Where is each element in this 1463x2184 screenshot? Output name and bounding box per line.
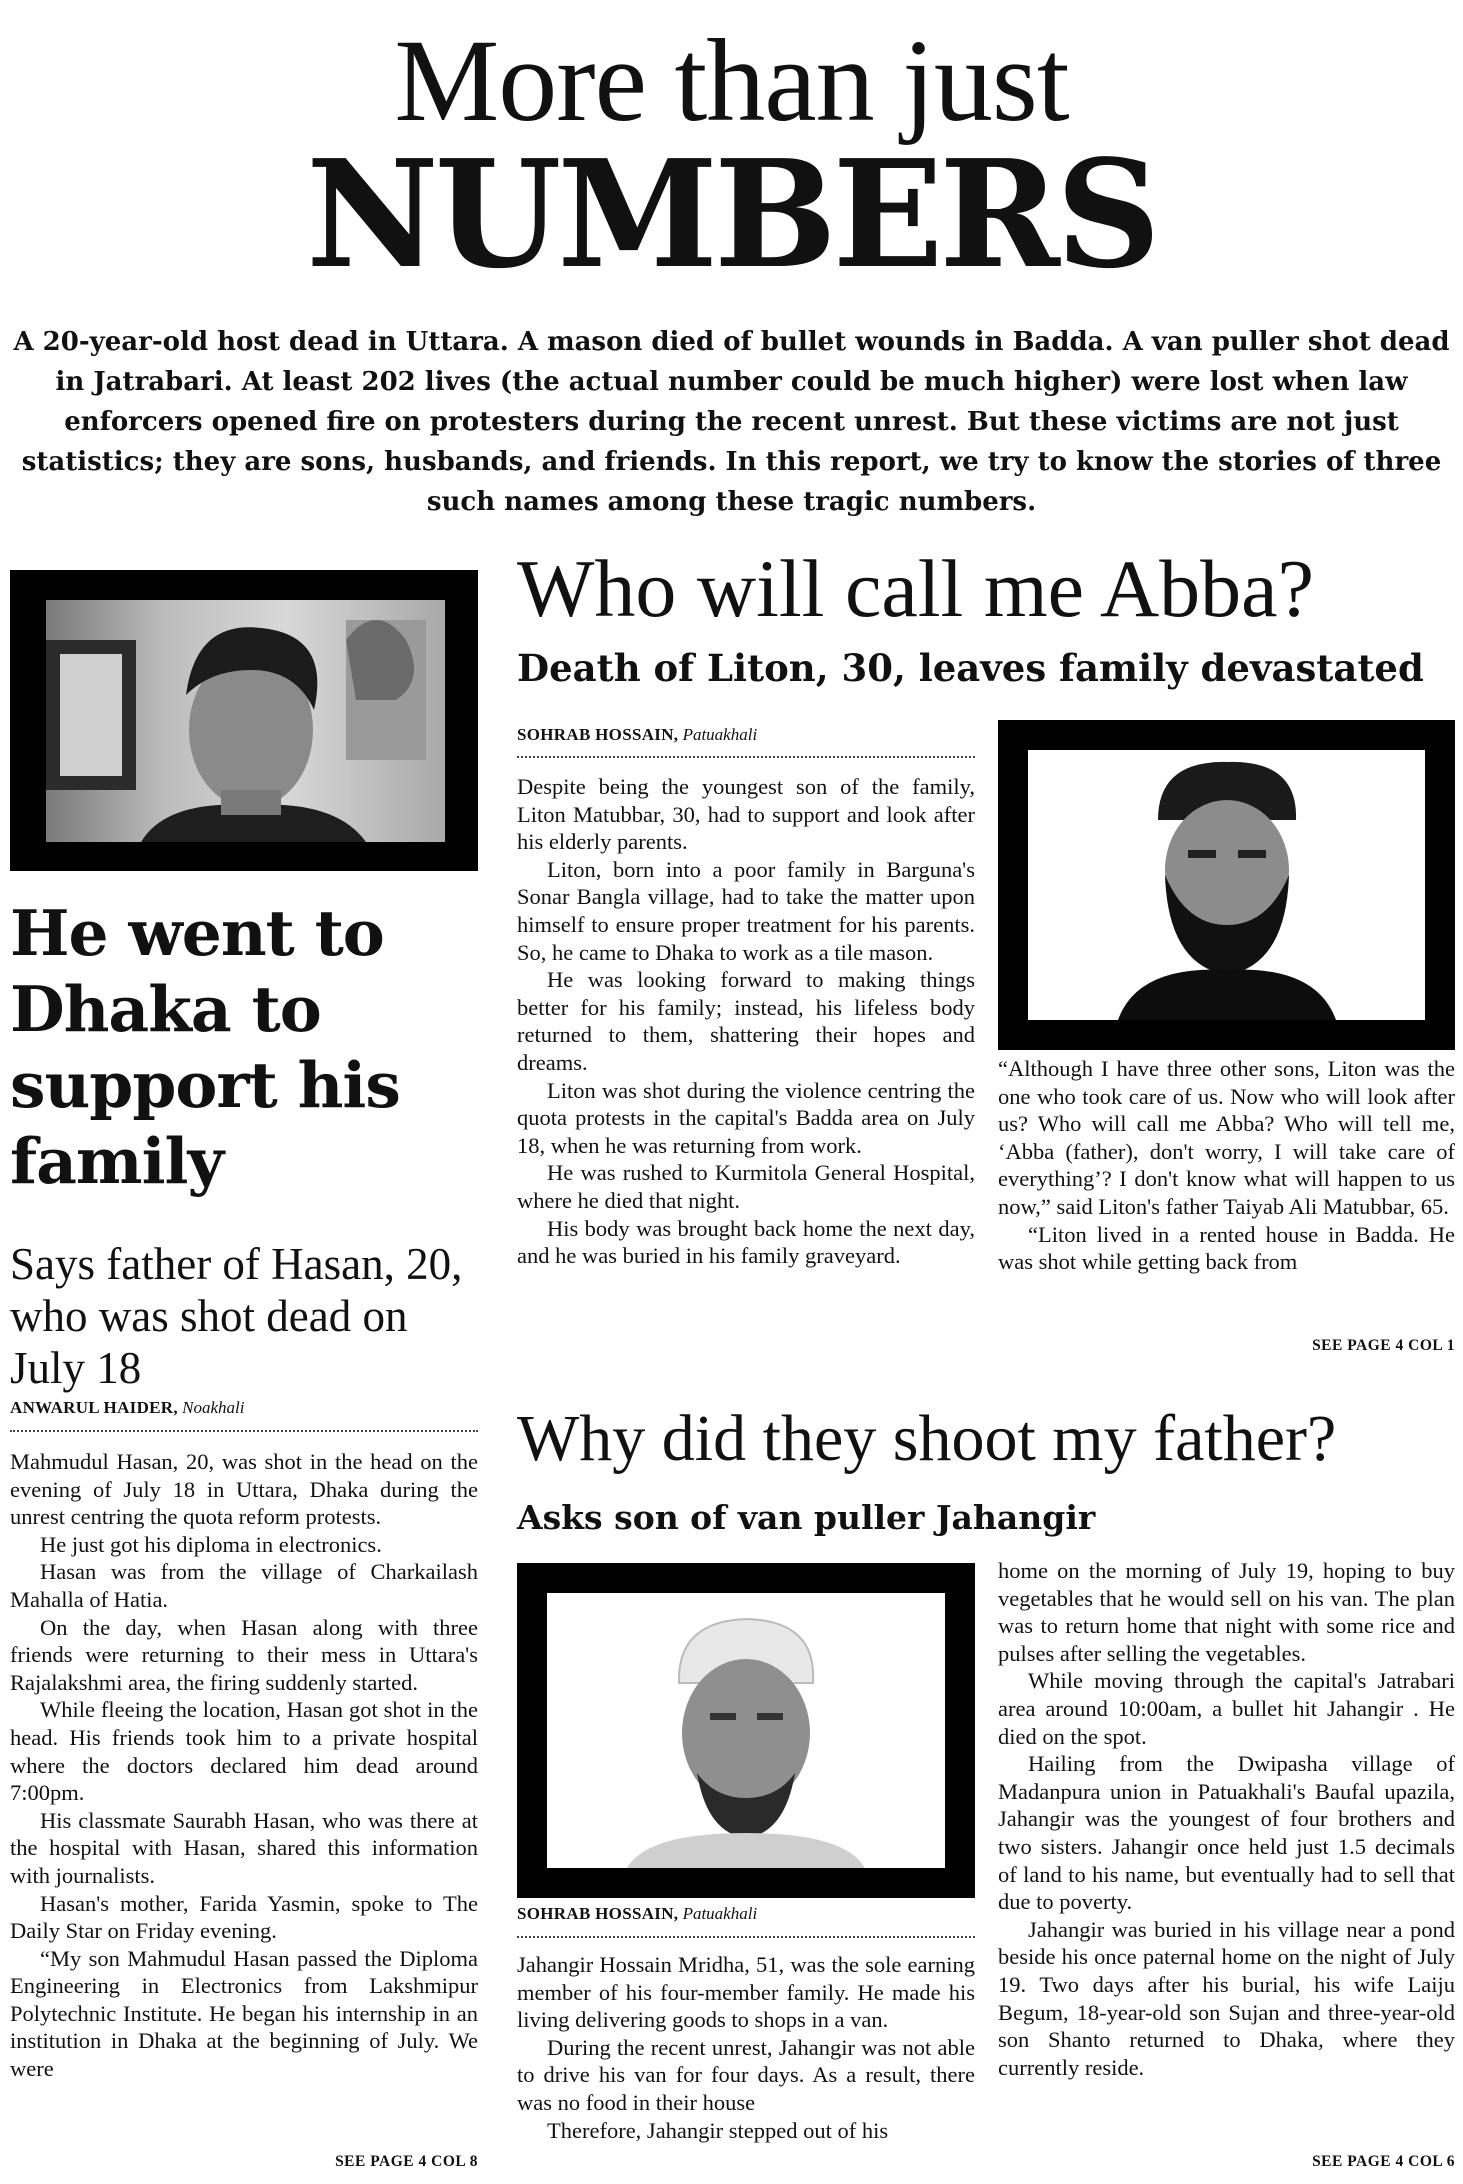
hasan-paragraph: Hasan was from the village of Charkailash Mahalla of Hatia.	[10, 1559, 478, 1612]
jahangir-paragraph: While moving through the capital's Jatrabari area around 10:00am, a bullet hit Jahangir . He died on the spot.	[998, 1668, 1455, 1749]
liton-subhead: Death of Liton, 30, leaves family devastated	[517, 646, 1424, 690]
jahangir-paragraph: During the recent unrest, Jahangir was not able to drive his van for four days. As a result, there was no food in their house	[517, 2034, 975, 2115]
hasan-body	[10, 1448, 478, 2083]
hasan-photo	[10, 570, 478, 871]
liton-photo	[998, 720, 1455, 1050]
jahangir-byline-place: Patuakhali	[682, 1904, 758, 1923]
liton-body-col2	[998, 1055, 1455, 1276]
liton-byline	[517, 725, 757, 745]
liton-byline-name: SOHRAB HOSSAIN,	[517, 725, 679, 744]
hasan-paragraph: His classmate Saurabh Hasan, who was there at the hospital with Hasan, shared this information with journalists.	[10, 1807, 478, 1888]
hasan-paragraph: He just got his diploma in electronics.	[40, 1531, 382, 1557]
hasan-headline: He went to Dhaka to support his family	[10, 896, 400, 1198]
hasan-paragraph: While fleeing the location, Hasan got shot in the head. His friends took him to a private hospital where the doctors declared him dead around 7:00pm.	[10, 1697, 478, 1806]
liton-paragraph: “Liton lived in a rented house in Badda. He was shot while getting back from	[998, 1221, 1455, 1275]
jahangir-subhead: Asks son of van puller Jahangir	[517, 1498, 1096, 1537]
jahangir-byline-name: SOHRAB HOSSAIN,	[517, 1904, 679, 1923]
jahangir-see-page: SEE PAGE 4 COL 6	[1312, 2153, 1455, 2170]
jahangir-photo	[517, 1563, 975, 1898]
hasan-paragraph: “My son Mahmudul Hasan passed the Diploma Engineering in Electronics from Lakshmipur Polytechnic Institute. He began his internship in an institution in Dhaka at the beginning of July. We were	[10, 1945, 478, 2082]
hasan-byline-place: Noakhali	[182, 1398, 245, 1417]
liton-paragraph: He was looking forward to making things better for his family; instead, his lifeless body returned to them, shattering their hopes and dreams.	[517, 967, 975, 1075]
liton-body-col1	[517, 773, 975, 1270]
jahangir-paragraph: Therefore, Jahangir stepped out of his	[547, 2117, 889, 2143]
jahangir-body-col1	[517, 1951, 975, 2144]
jahangir-headline: Why did they shoot my father?	[517, 1402, 1337, 1475]
liton-paragraph: He was rushed to Kurmitola General Hospital, where he died that night.	[517, 1160, 975, 1213]
hasan-paragraph: Hasan's mother, Farida Yasmin, spoke to The Daily Star on Friday evening.	[10, 1890, 478, 1944]
jahangir-paragraph: Jahangir was buried in his village near a pond beside his once paternal home on the night of July 19. Two days after his burial, his wife Laiju Begum, 18-year-old son Sujan and three-year-old son Shanto returned to Dhaka, where they currently reside.	[998, 1916, 1455, 2080]
liton-paragraph: His body was brought back home the next day, and he was buried in his family graveyard.	[517, 1215, 975, 1269]
liton-paragraph: Liton, born into a poor family in Barguna's Sonar Bangla village, had to take the matter upon himself to ensure proper treatment for his parents. So, he came to Dhaka to work as a tile mason.	[517, 856, 975, 965]
jahangir-byline	[517, 1904, 757, 1924]
jahangir-paragraph: Jahangir Hossain Mridha, 51, was the sole earning member of his four-member family. He made his living delivering goods to shops in a van.	[517, 1952, 975, 2033]
liton-paragraph: Despite being the youngest son of the family, Liton Matubbar, 30, had to support and look after his elderly parents.	[517, 774, 975, 855]
jahangir-divider	[517, 1936, 975, 1938]
page-title-line2: NUMBERS	[306, 127, 1157, 301]
hasan-byline-name: ANWARUL HAIDER,	[10, 1398, 178, 1417]
page-title-line1: More than just	[394, 15, 1069, 146]
hasan-divider	[10, 1430, 478, 1432]
liton-headline: Who will call me Abba?	[517, 543, 1314, 634]
jahangir-paragraph: Hailing from the Dwipasha village of Madanpura union in Patuakhali's Baufal upazila, Jahangir was the youngest of four brothers and two sisters. Jahangir once held just 1.5 decimals of land to his name, but eventually had to sell that due to poverty.	[998, 1751, 1455, 1915]
liton-paragraph: Liton was shot during the violence centring the quota protests in the capital's Badda area on July 18, when he was returning from work.	[517, 1077, 975, 1158]
jahangir-body-col2	[998, 1557, 1455, 2081]
hasan-subhead: Says father of Hasan, 20, who was shot dead on July 18	[10, 1239, 463, 1393]
liton-divider	[517, 756, 975, 758]
liton-see-page: SEE PAGE 4 COL 1	[1312, 1337, 1455, 1354]
hasan-paragraph: Mahmudul Hasan, 20, was shot in the head on the evening of July 18 in Uttara, Dhaka during the unrest centring the quota reform protests.	[10, 1449, 478, 1530]
liton-paragraph: “Although I have three other sons, Liton was the one who took care of us. Now who will look after us? Who will call me Abba? Who will tell me, ‘Abba (father), don't worry, I will take care of everything’? I don't know what will happen to us now,” said Liton's father Taiyab Ali Matubbar, 65.	[998, 1056, 1455, 1219]
hasan-paragraph: On the day, when Hasan along with three friends were returning to their mess in Uttara's Rajalakshmi area, the firing suddenly started.	[10, 1614, 478, 1695]
hasan-see-page: SEE PAGE 4 COL 8	[335, 2153, 478, 2170]
intro-paragraph: A 20-year-old host dead in Uttara. A mason died of bullet wounds in Badda. A van puller shot dead in Jatrabari. At least 202 lives (the actual number could be much higher) were lost when law enforcers opened fire on protesters during the recent unrest. But these victims are not just statistics; they are sons, husbands, and friends. In this report, we try to know the stories of three such names among these tragic numbers.	[13, 327, 1450, 517]
jahangir-paragraph: home on the morning of July 19, hoping to buy vegetables that he would sell on his van. The plan was to return home that night with some rice and pulses after selling the vegetables.	[998, 1558, 1455, 1666]
liton-byline-place: Patuakhali	[682, 725, 758, 744]
hasan-byline	[10, 1398, 245, 1418]
